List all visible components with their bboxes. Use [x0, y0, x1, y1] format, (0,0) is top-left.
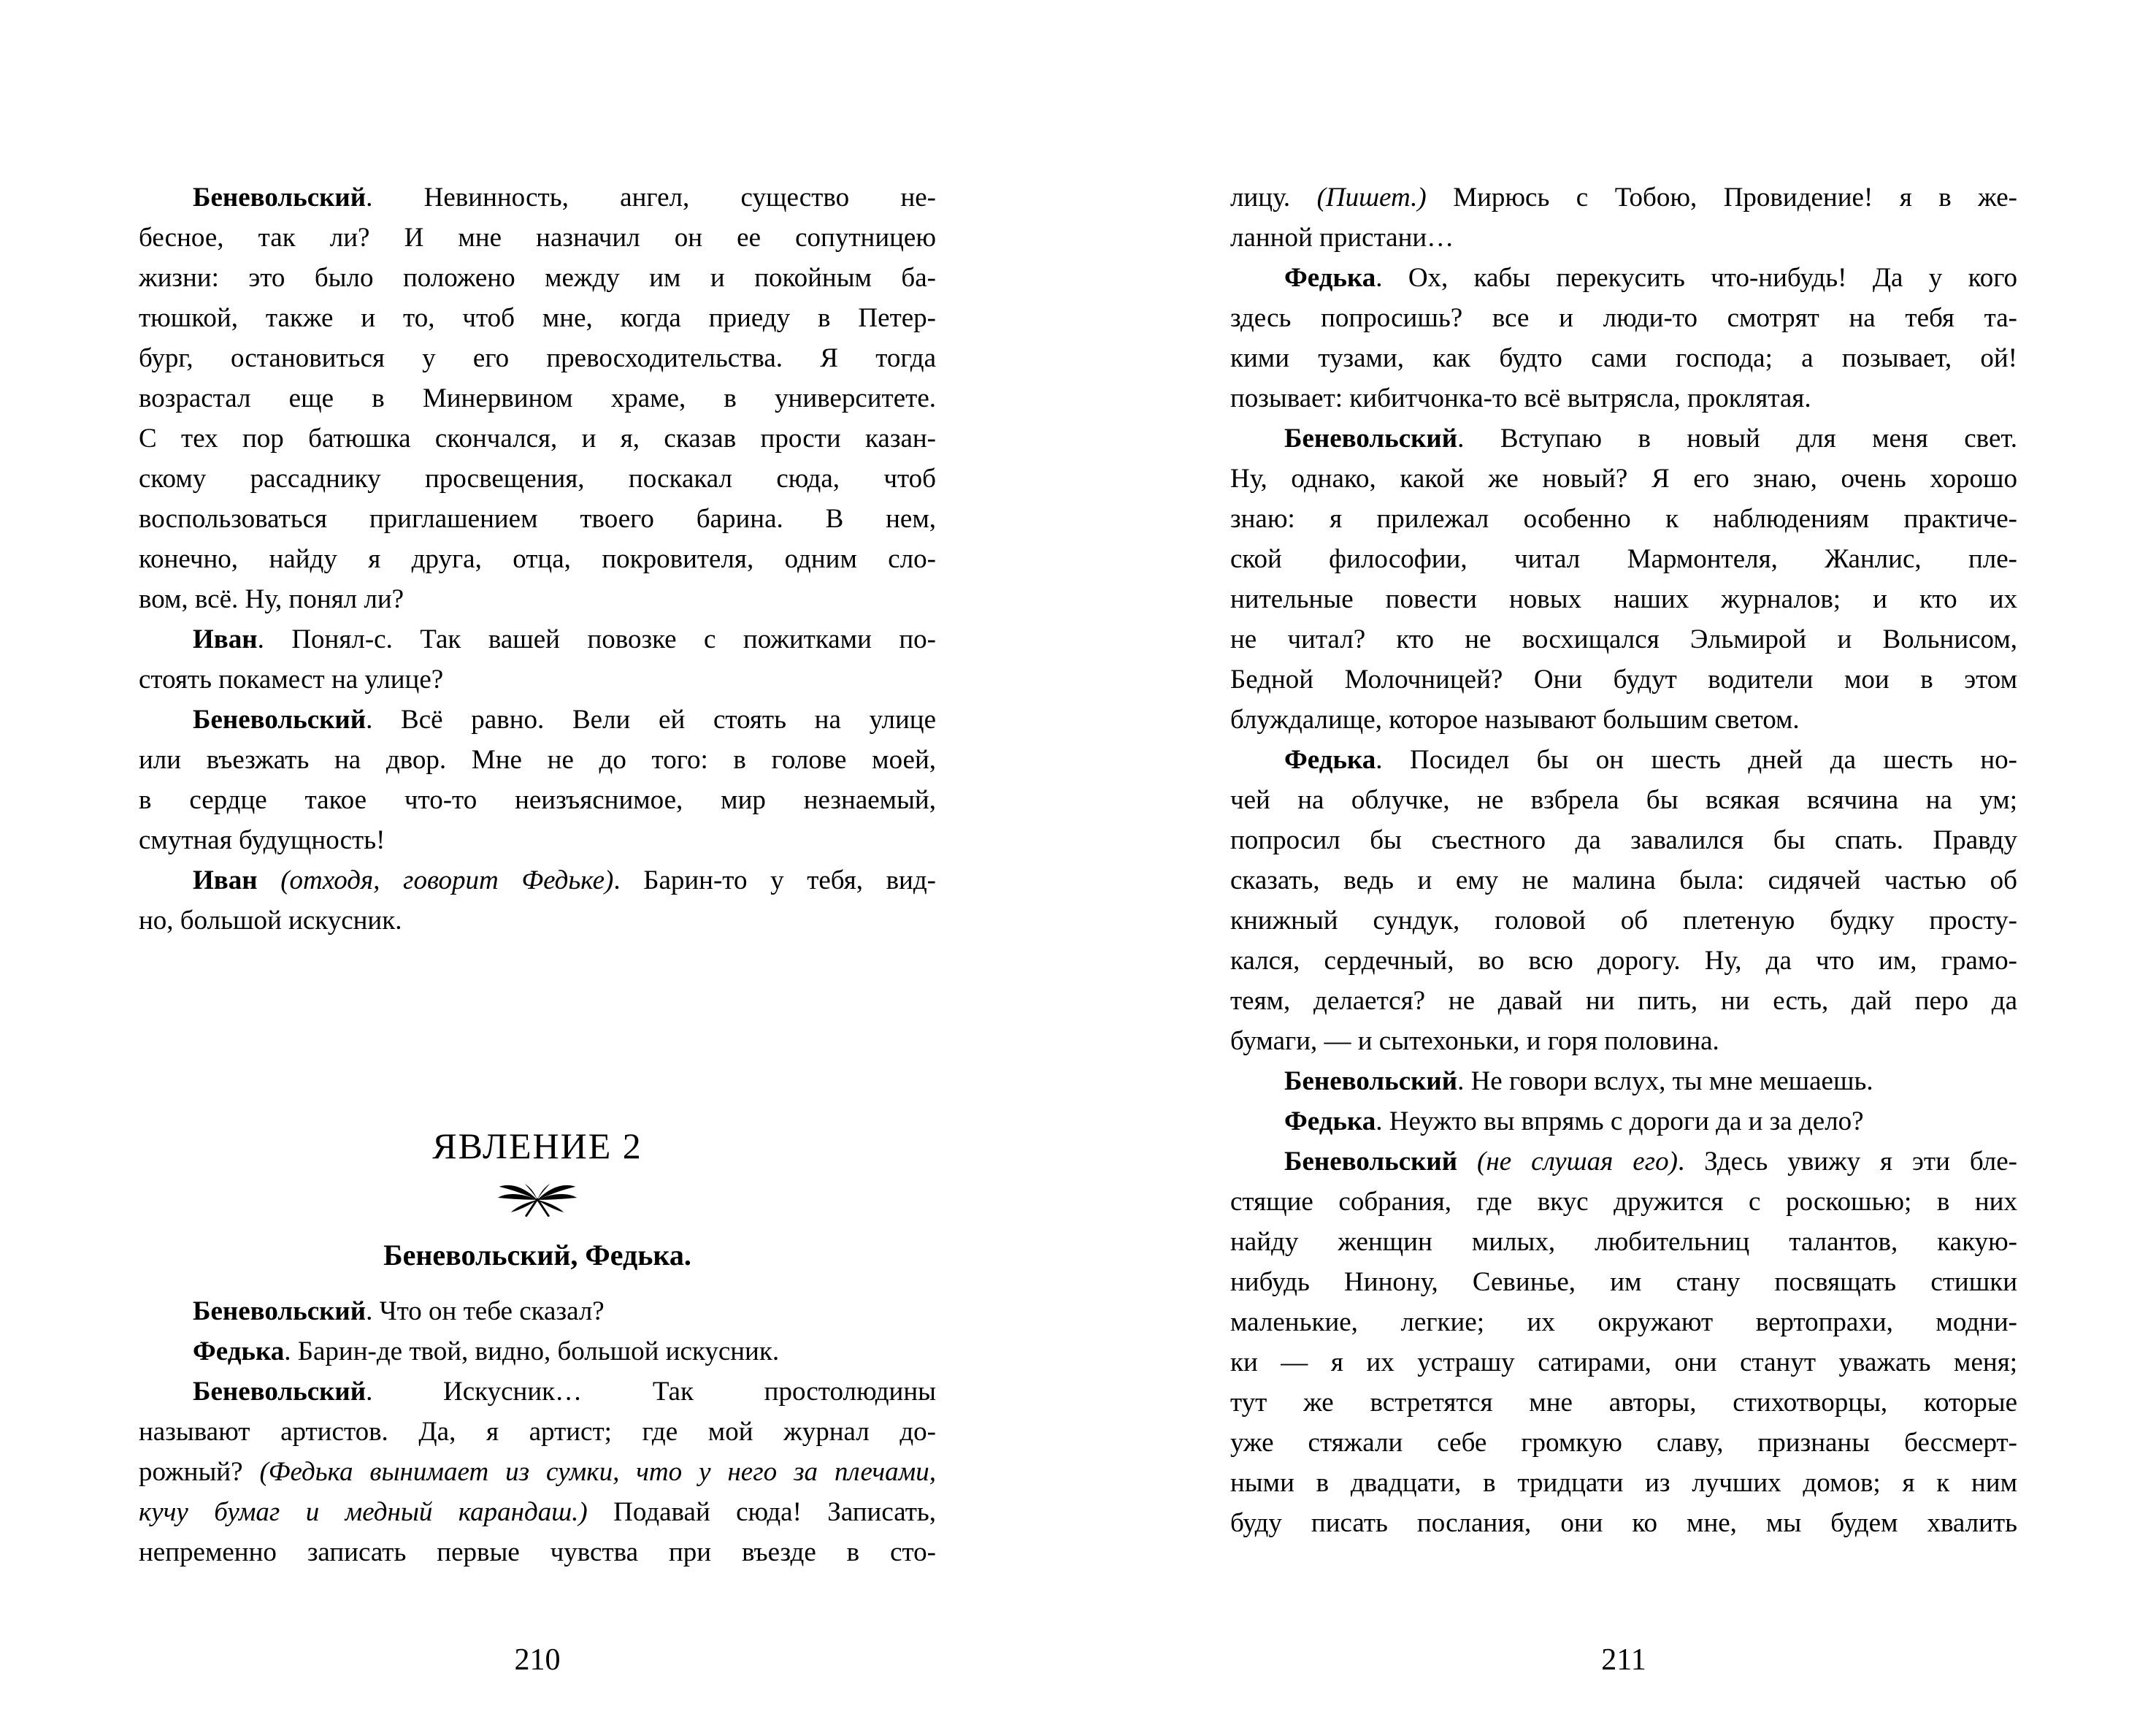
text-line	[139, 1372, 936, 1412]
text-run: Подавай сюда! Записать,	[587, 1497, 936, 1527]
speaker-name: Беневольский	[193, 183, 367, 213]
text-line	[1230, 619, 2017, 659]
text-run: . Искусник… Так простолюдины	[366, 1377, 936, 1407]
text-run: . Здесь увижу я эти бле-	[1677, 1147, 2017, 1177]
paragraph	[1230, 1141, 2017, 1543]
text-run: . Посидел бы он шесть дней да шесть но-	[1376, 745, 2017, 775]
stage-direction: (Федька вынимает из сумки, что у него за плечами,	[259, 1457, 936, 1487]
speaker-name: Беневольский	[1284, 1066, 1458, 1096]
text-run: . Невинность, ангел, существо не-	[366, 183, 936, 213]
text-line	[139, 780, 936, 820]
text-run: или въезжать на двор. Мне не до того: в голове моей,	[139, 745, 936, 775]
speaker-name: Беневольский	[193, 1296, 367, 1326]
text-line	[1230, 1182, 2017, 1222]
text-line	[1230, 1222, 2017, 1262]
text-run: конечно, найду я друга, отца, покровителя, одним сло-	[139, 544, 936, 574]
speaker-name: Беневольский	[193, 705, 367, 735]
text-line	[1230, 1382, 2017, 1423]
text-line	[1230, 700, 2017, 740]
text-line	[1230, 1262, 2017, 1302]
speaker-name: Федька	[1284, 745, 1376, 775]
text-run: маленькие, легкие; их окружают вертопрахи, модни-	[1230, 1307, 2017, 1337]
text-line	[1230, 539, 2017, 579]
text-line	[139, 258, 936, 298]
text-line	[1230, 1342, 2017, 1382]
text-line	[1230, 820, 2017, 860]
text-run: сказать, ведь и ему не малина была: сидячей частью об	[1230, 865, 2017, 895]
text-line	[139, 900, 936, 941]
text-line	[1230, 941, 2017, 981]
text-run: стоять покамест на улице?	[139, 665, 444, 695]
text-line	[1230, 218, 2017, 258]
text-run: буду писать послания, они ко мне, мы будем хвалить	[1230, 1508, 2017, 1538]
text-run: рожный?	[139, 1457, 260, 1487]
text-run: уже стяжали себе громкую славу, признаны бессмерт-	[1230, 1428, 2017, 1458]
text-line	[139, 860, 936, 900]
paragraph	[139, 860, 936, 941]
text-run: бумаги, — и сытехоньки, и горя половина.	[1230, 1026, 1719, 1056]
text-line	[139, 659, 936, 700]
text-line	[1230, 740, 2017, 780]
text-run: Мирюсь с Тобою, Провидение! я в же-	[1426, 183, 2017, 213]
text-run: нибудь Нинону, Севинье, им стану посвящать стишки	[1230, 1267, 2017, 1297]
text-line	[139, 1532, 936, 1572]
left-page-column	[139, 177, 936, 1572]
text-line	[1230, 298, 2017, 338]
speaker-name: Федька	[193, 1336, 285, 1366]
fleuron-ornament	[139, 1180, 936, 1217]
page-number-left: 210	[514, 1643, 561, 1677]
text-run: скому рассаднику просвещения, поскакал сюда, чтоб	[139, 464, 936, 494]
paragraph	[139, 1331, 936, 1372]
text-run: Бедной Молочницей? Они будут водители мои в этом	[1230, 665, 2017, 695]
speaker-name: Иван	[193, 624, 258, 654]
text-run: нительные повести новых наших журналов; и кто их	[1230, 584, 2017, 614]
text-line	[1230, 1503, 2017, 1543]
text-line	[1230, 418, 2017, 459]
paragraph	[1230, 258, 2017, 418]
paragraph	[1230, 418, 2017, 740]
text-line	[139, 539, 936, 579]
text-run: тюшкой, также и то, чтоб мне, когда приеду в Петер-	[139, 303, 936, 333]
text-line	[1230, 1463, 2017, 1503]
scene-heading: ЯВЛЕНИЕ 2	[432, 1125, 642, 1166]
text-run: смутная будущность!	[139, 825, 385, 855]
text-run: . Что он тебе сказал?	[366, 1296, 605, 1326]
text-run: жизни: это было положено между им и покойным ба-	[139, 263, 936, 293]
text-run: блуждалище, которое называют большим светом.	[1230, 705, 1800, 735]
text-line	[139, 1492, 936, 1532]
text-line	[1230, 981, 2017, 1021]
text-run: . Вступаю в новый для меня свет.	[1457, 424, 2017, 454]
text-line	[1230, 780, 2017, 820]
paragraph	[139, 1291, 936, 1331]
text-line	[139, 579, 936, 619]
text-line	[1230, 459, 2017, 499]
text-line	[139, 177, 936, 218]
text-line	[1230, 579, 2017, 619]
text-run: непременно записать первые чувства при въезде в сто-	[139, 1537, 936, 1567]
text-line	[1230, 1141, 2017, 1182]
text-run: . Барин-де твой, видно, большой искусник.	[284, 1336, 780, 1366]
text-run: но, большой искусник.	[139, 906, 402, 936]
text-run: бург, остановиться у его превосходительства. Я тогда	[139, 343, 936, 373]
text-line	[139, 499, 936, 539]
text-run: возрастал еще в Минервином храме, в университете.	[139, 383, 936, 413]
text-run: стящие собрания, где вкус дружится с роскошью; в них	[1230, 1187, 2017, 1217]
text-line	[1230, 258, 2017, 298]
text-run: С тех пор батюшка скончался, и я, сказав прости казан-	[139, 424, 936, 454]
text-run: кался, сердечный, во всю дорогу. Ну, да что им, грамо-	[1230, 946, 2017, 976]
text-run: кими тузами, как будто сами господа; а позывает, ой!	[1230, 343, 2017, 373]
palmette-icon	[494, 1180, 580, 1217]
text-line	[139, 378, 936, 418]
paragraph	[139, 177, 936, 619]
paragraph	[1230, 177, 2017, 258]
text-run: чей на облучке, не взбрела бы всякая всячина на ум;	[1230, 785, 2017, 815]
speaker-name: Иван	[193, 865, 258, 895]
text-run: ской философии, читал Мармонтеля, Жанлис, пле-	[1230, 544, 2017, 574]
text-line	[1230, 1061, 2017, 1101]
text-run: . Барин-то у тебя, вид-	[613, 865, 936, 895]
text-run: лицу.	[1230, 183, 1317, 213]
paragraph	[139, 619, 936, 700]
text-run: книжный сундук, головой об плетеную будку просту-	[1230, 906, 2017, 936]
text-line	[139, 1291, 936, 1331]
text-run: здесь попросишь? все и люди-то смотрят на тебя та-	[1230, 303, 2017, 333]
text-line	[139, 1331, 936, 1372]
paragraph	[1230, 1061, 2017, 1101]
text-line	[1230, 378, 2017, 418]
paragraph	[1230, 740, 2017, 1061]
text-line	[1230, 860, 2017, 900]
text-run: попросил бы съестного да завалился бы спать. Правду	[1230, 825, 2017, 855]
stage-direction: (отходя, говорит Федьке)	[257, 865, 614, 895]
text-line	[1230, 900, 2017, 941]
text-line	[1230, 1021, 2017, 1061]
text-line	[139, 700, 936, 740]
stage-direction: (не слушая его)	[1457, 1147, 1678, 1177]
text-run: в сердце такое что-то неизъяснимое, мир незнаемый,	[139, 785, 936, 815]
text-run: . Неужто вы впрямь с дороги да и за дело?	[1376, 1106, 1864, 1136]
text-run: бесное, так ли? И мне назначил он ее сопутницею	[139, 223, 936, 253]
text-line	[139, 619, 936, 659]
text-line	[139, 218, 936, 258]
text-line	[1230, 177, 2017, 218]
paragraph	[139, 700, 936, 860]
text-line	[139, 338, 936, 378]
text-run: Ну, однако, какой же новый? Я его знаю, очень хорошо	[1230, 464, 2017, 494]
text-run: позывает: кибитчонка-то всё вытрясла, проклятая.	[1230, 383, 1811, 413]
text-line	[139, 459, 936, 499]
stage-direction: (Пишет.)	[1316, 183, 1427, 213]
page-number-right: 211	[1601, 1643, 1646, 1677]
text-run: ки — я их устрашу сатирами, они станут уважать меня;	[1230, 1347, 2017, 1377]
text-run: теям, делается? не давай ни пить, ни есть, дай перо да	[1230, 986, 2017, 1016]
text-line	[139, 298, 936, 338]
text-run: . Всё равно. Вели ей стоять на улице	[366, 705, 936, 735]
text-line	[1230, 1101, 2017, 1141]
text-line	[139, 740, 936, 780]
text-run: . Ох, кабы перекусить что-нибудь! Да у кого	[1376, 263, 2017, 293]
right-page-column	[1230, 177, 2017, 1543]
text-run: . Понял-с. Так вашей повозке с пожитками по-	[257, 624, 936, 654]
text-line	[139, 1452, 936, 1492]
paragraph	[1230, 1101, 2017, 1141]
text-line	[1230, 338, 2017, 378]
text-run: называют артистов. Да, я артист; где мой журнал до-	[139, 1417, 936, 1447]
text-run: тут же встретятся мне авторы, стихотворцы, которые	[1230, 1388, 2017, 1418]
paragraph	[139, 1372, 936, 1572]
cast-list: Беневольский, Федька.	[383, 1239, 691, 1271]
stage-direction: кучу бумаг и медный карандаш.)	[139, 1497, 588, 1527]
text-run: знаю: я прилежал особенно к наблюдениям практиче-	[1230, 504, 2017, 534]
text-line	[139, 418, 936, 459]
speaker-name: Беневольский	[1284, 424, 1458, 454]
text-run: воспользоваться приглашением твоего барина. В нем,	[139, 504, 936, 534]
text-line	[1230, 499, 2017, 539]
speaker-name: Беневольский	[1284, 1147, 1458, 1177]
text-run: не читал? кто не восхищался Эльмирой и Вольнисом,	[1230, 624, 2017, 654]
text-run: вом, всё. Ну, понял ли?	[139, 584, 404, 614]
text-line	[1230, 659, 2017, 700]
text-run: найду женщин милых, любительниц талантов, какую-	[1230, 1227, 2017, 1257]
text-line	[139, 820, 936, 860]
speaker-name: Федька	[1284, 263, 1376, 293]
text-run: . Не говори вслух, ты мне мешаешь.	[1457, 1066, 1873, 1096]
speaker-name: Федька	[1284, 1106, 1376, 1136]
text-line	[1230, 1302, 2017, 1342]
text-run: ными в двадцати, в тридцати из лучших домов; я к ним	[1230, 1468, 2017, 1498]
speaker-name: Беневольский	[193, 1377, 367, 1407]
text-line	[139, 1412, 936, 1452]
text-line	[1230, 1423, 2017, 1463]
text-run: ланной пристани…	[1230, 223, 1454, 253]
